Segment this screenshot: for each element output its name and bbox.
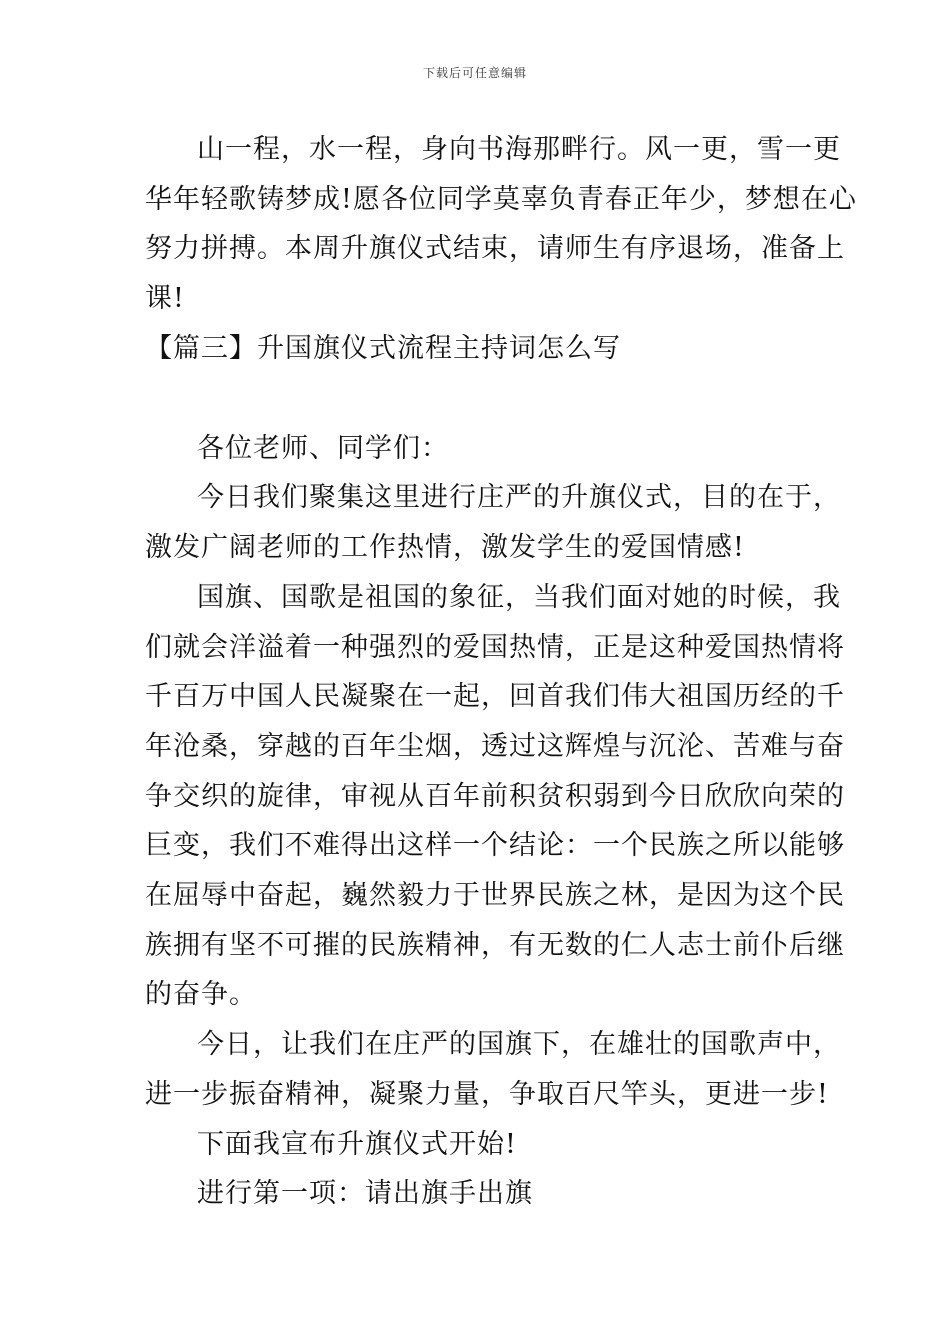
section-heading: 【篇三】升国旗仪式流程主持词怎么写 [145,333,621,364]
paragraph-line: 国旗、国歌是祖国的象征，当我们面对她的时候，我 [197,582,841,613]
paragraph-line: 在屈辱中奋起，巍然毅力于世界民族之林，是因为这个民 [145,880,845,911]
paragraph-line: 族拥有坚不可摧的民族精神，有无数的仁人志士前仆后继 [145,930,845,961]
paragraph-line: 进一步振奋精神，凝聚力量，争取百尺竿头，更进一步! [145,1079,829,1110]
page-header-note: 下载后可任意编辑 [422,66,527,80]
paragraph-line: 今日，让我们在庄严的国旗下，在雄壮的国歌声中， [197,1029,841,1060]
paragraph-line: 千百万中国人民凝聚在一起，回首我们伟大祖国历经的千 [145,681,845,712]
paragraph-line: 华年轻歌铸梦成!愿各位同学莫辜负青春正年少，梦想在心 [145,184,857,215]
salutation-line: 各位老师、同学们： [197,433,449,464]
paragraph-line: 努力拼搏。本周升旗仪式结束，请师生有序退场，准备上 [145,233,845,264]
paragraph-line: 们就会洋溢着一种强烈的爱国热情，正是这种爱国热情将 [145,632,845,663]
paragraph-line: 激发广阔老师的工作热情，激发学生的爱国情感! [145,532,745,563]
paragraph-line: 的奋争。 [145,979,257,1010]
paragraph-line: 课! [145,283,185,314]
paragraph-line: 山一程，水一程，身向书海那畔行。风一更，雪一更 [197,134,841,165]
paragraph-line: 争交织的旋律，审视从百年前积贫积弱到今日欣欣向荣的 [145,781,845,812]
paragraph-line: 今日我们聚集这里进行庄严的升旗仪式，目的在于， [197,482,841,513]
paragraph-line: 进行第一项：请出旗手出旗 [197,1178,533,1209]
paragraph-line: 年沧桑，穿越的百年尘烟，透过这辉煌与沉沦、苦难与奋 [145,731,845,762]
paragraph-line: 巨变，我们不难得出这样一个结论：一个民族之所以能够 [145,830,845,861]
paragraph-line: 下面我宣布升旗仪式开始! [197,1129,517,1160]
